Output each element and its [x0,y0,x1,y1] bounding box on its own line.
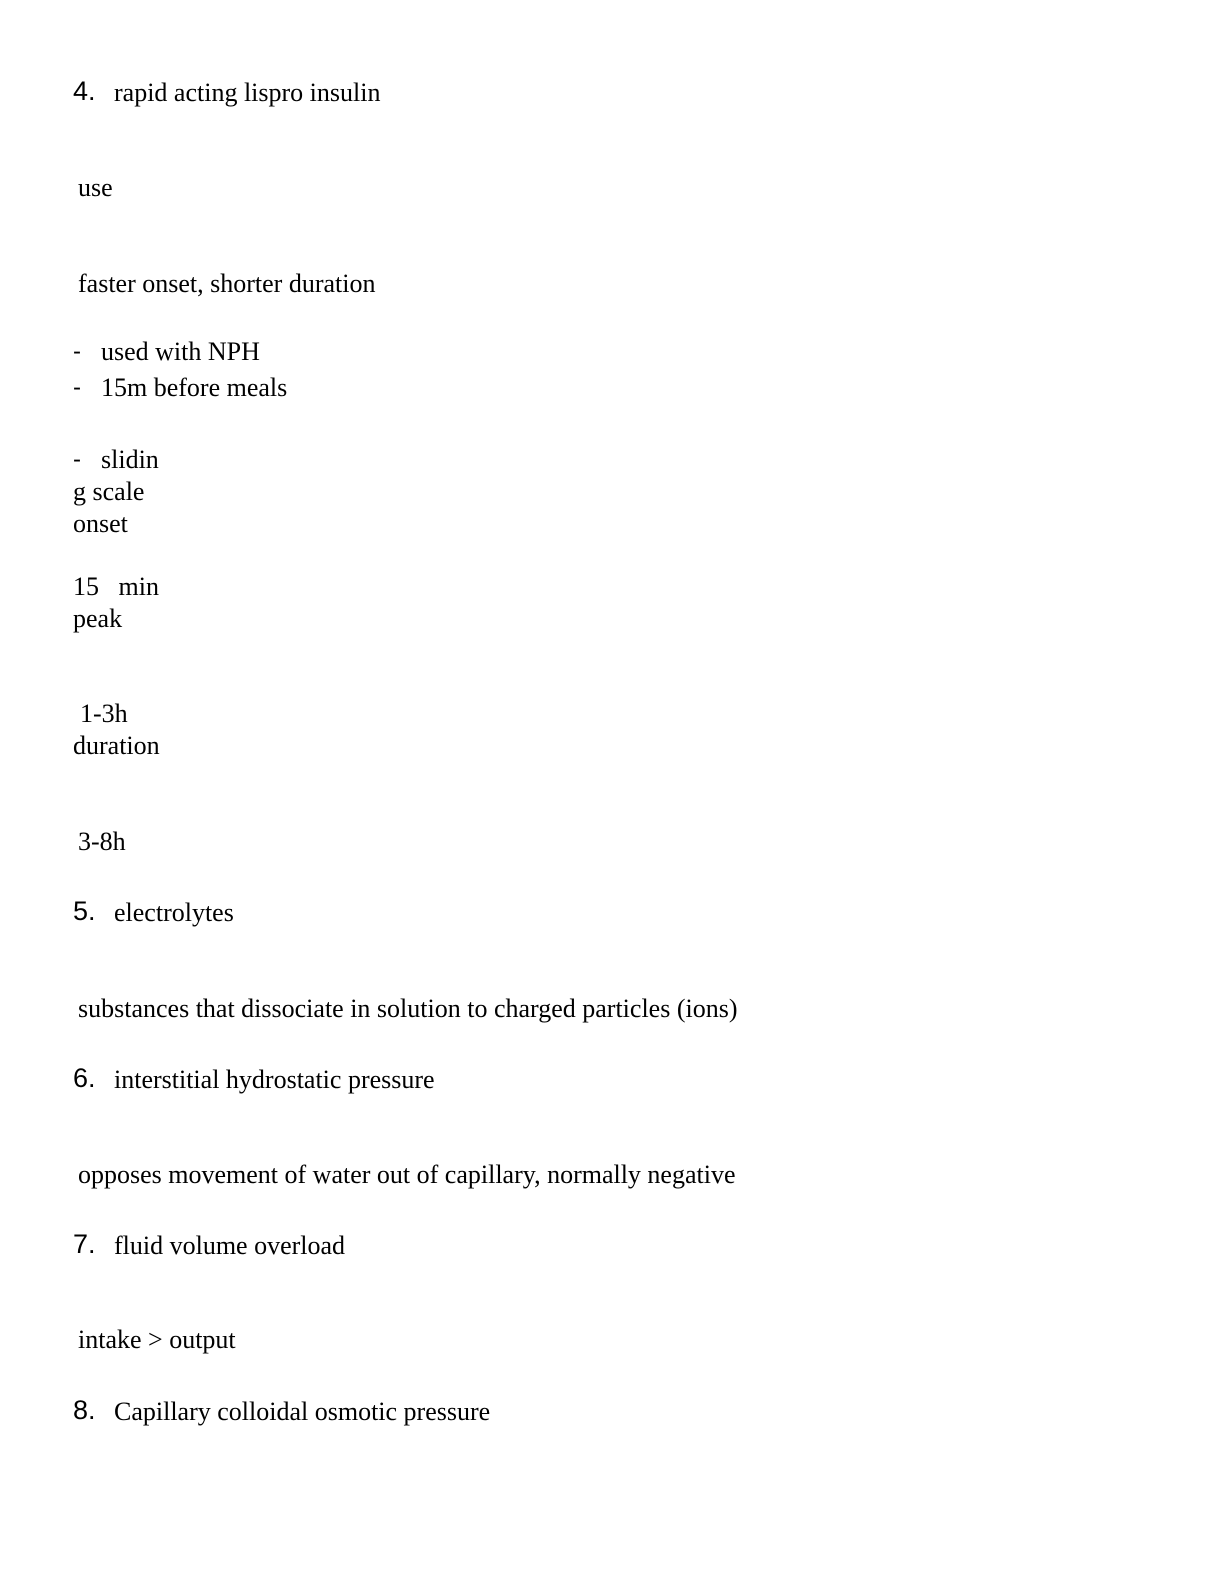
q4-bullet-2: 15m before meals [101,373,288,402]
q4-use-label: use [78,173,113,202]
q4-bullet-mark-1: - [73,338,81,365]
q5-number: 5. [73,896,96,926]
q7-number: 7. [73,1229,96,1259]
q4-bullet-mark-3: - [73,446,81,473]
q4-duration-value: 3-8h [78,827,126,856]
q4-bullet-1: used with NPH [101,337,260,366]
q6-number: 6. [73,1063,96,1093]
q4-duration-label: duration [73,731,160,760]
q8-number: 8. [73,1395,96,1425]
q6-answer: opposes movement of water out of capillary, normally negative [78,1160,736,1189]
q4-use-text: faster onset, shorter duration [78,269,376,298]
q4-onset-value: 15 min [73,572,159,601]
q7-title: fluid volume overload [114,1231,346,1260]
q4-bullet-3-cont: g scale [73,477,145,506]
q4-title: rapid acting lispro insulin [114,78,381,107]
q4-peak-label: peak [73,604,123,633]
q5-title: electrolytes [114,898,234,927]
q6-title: interstitial hydrostatic pressure [114,1065,435,1094]
q7-answer: intake > output [78,1325,236,1354]
q8-title: Capillary colloidal osmotic pressure [114,1397,491,1426]
q4-bullet-mark-2: - [73,374,81,401]
q4-bullet-3: slidin [101,445,159,474]
q4-onset-label: onset [73,509,128,538]
q5-answer: substances that dissociate in solution to charged particles (ions) [78,994,738,1023]
q4-number: 4. [73,76,96,106]
q4-peak-value: 1-3h [80,699,128,728]
